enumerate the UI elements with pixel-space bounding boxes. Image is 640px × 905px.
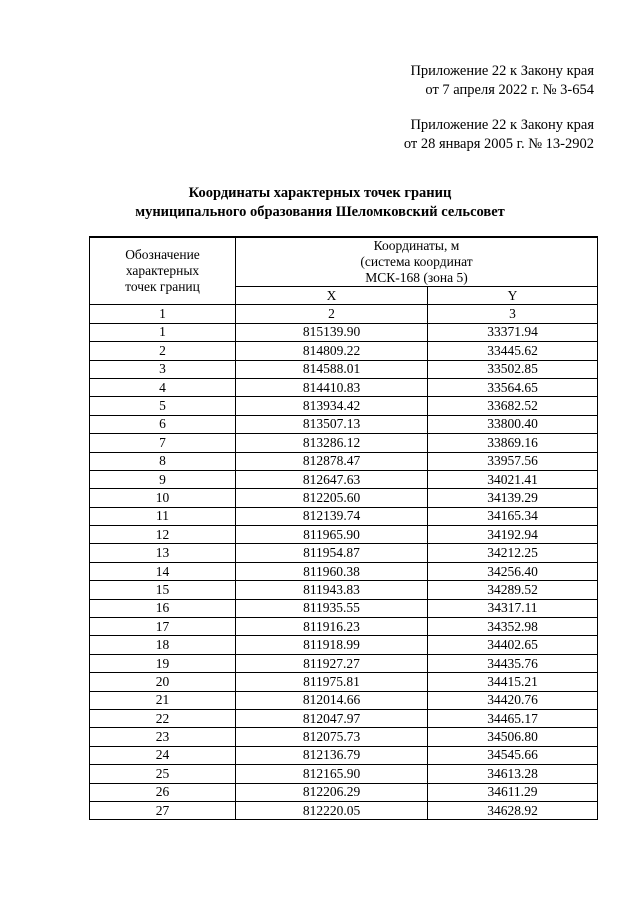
table-row [90, 654, 598, 672]
x-coordinate-cell: 815139.90 [236, 323, 428, 341]
point-number-cell: 11 [90, 507, 236, 525]
y-coordinate-cell: 33957.56 [428, 452, 598, 470]
document-title [0, 184, 640, 222]
x-coordinate-cell: 811954.87 [236, 544, 428, 562]
point-number-cell: 18 [90, 636, 236, 654]
table-row [90, 434, 598, 452]
y-coordinate-cell: 34628.92 [428, 801, 598, 819]
point-number-cell: 25 [90, 765, 236, 783]
header-text: точек границ [125, 279, 200, 295]
column-number-1: 1 [90, 305, 236, 323]
x-coordinate-cell: 812075.73 [236, 728, 428, 746]
header-y: Y [428, 287, 598, 305]
y-coordinate-cell: 34165.34 [428, 507, 598, 525]
point-number-cell: 15 [90, 581, 236, 599]
y-coordinate-cell: 34352.98 [428, 618, 598, 636]
x-coordinate-cell: 811975.81 [236, 673, 428, 691]
y-coordinate-cell: 34465.17 [428, 709, 598, 727]
header-point-designation [90, 237, 236, 305]
x-coordinate-cell: 812165.90 [236, 765, 428, 783]
table-row [90, 397, 598, 415]
annex-date-line: от 7 апреля 2022 г. № 3-654 [425, 82, 594, 98]
table-row [90, 709, 598, 727]
coordinates-table [89, 236, 598, 820]
table-row [90, 599, 598, 617]
y-coordinate-cell: 34212.25 [428, 544, 598, 562]
header-text: Координаты, м [373, 238, 460, 253]
point-number-cell: 27 [90, 801, 236, 819]
table-row [90, 746, 598, 764]
y-coordinate-cell: 34256.40 [428, 562, 598, 580]
y-coordinate-cell: 34415.21 [428, 673, 598, 691]
point-number-cell: 2 [90, 342, 236, 360]
y-coordinate-cell: 34192.94 [428, 526, 598, 544]
point-number-cell: 13 [90, 544, 236, 562]
annex-date-line: от 28 января 2005 г. № 13-2902 [403, 136, 594, 152]
table-row [90, 691, 598, 709]
y-coordinate-cell: 33682.52 [428, 397, 598, 415]
table-row [90, 783, 598, 801]
point-number-cell: 22 [90, 709, 236, 727]
table-row [90, 728, 598, 746]
annex-reference-original [404, 116, 594, 154]
header-text: МСК-168 (зона 5) [365, 270, 468, 285]
y-coordinate-cell: 34021.41 [428, 470, 598, 488]
x-coordinate-cell: 811943.83 [236, 581, 428, 599]
point-number-cell: 24 [90, 746, 236, 764]
header-coordinates [236, 237, 598, 287]
point-number-cell: 4 [90, 378, 236, 396]
x-coordinate-cell: 814410.83 [236, 378, 428, 396]
point-number-cell: 6 [90, 415, 236, 433]
x-coordinate-cell: 812206.29 [236, 783, 428, 801]
x-coordinate-cell: 812047.97 [236, 709, 428, 727]
x-coordinate-cell: 811965.90 [236, 526, 428, 544]
y-coordinate-cell: 33445.62 [428, 342, 598, 360]
point-number-cell: 3 [90, 360, 236, 378]
title-line-1: Координаты характерных точек границ [188, 185, 452, 201]
point-number-cell: 17 [90, 618, 236, 636]
y-coordinate-cell: 33564.65 [428, 378, 598, 396]
table-row [90, 452, 598, 470]
annex-line: Приложение 22 к Закону края [410, 63, 594, 79]
header-text: (система координат [360, 254, 473, 269]
table-row [90, 618, 598, 636]
x-coordinate-cell: 811927.27 [236, 654, 428, 672]
table-row [90, 544, 598, 562]
x-coordinate-cell: 812220.05 [236, 801, 428, 819]
title-line-2: муниципального образования Шеломковский сельсовет [135, 204, 505, 220]
x-coordinate-cell: 812647.63 [236, 470, 428, 488]
point-number-cell: 26 [90, 783, 236, 801]
point-number-cell: 19 [90, 654, 236, 672]
y-coordinate-cell: 34611.29 [428, 783, 598, 801]
table-row [90, 415, 598, 433]
point-number-cell: 10 [90, 489, 236, 507]
annex-reference-current [410, 62, 594, 100]
y-coordinate-cell: 33371.94 [428, 323, 598, 341]
y-coordinate-cell: 34420.76 [428, 691, 598, 709]
point-number-cell: 16 [90, 599, 236, 617]
point-number-cell: 5 [90, 397, 236, 415]
point-number-cell: 9 [90, 470, 236, 488]
y-coordinate-cell: 33800.40 [428, 415, 598, 433]
table-row [90, 507, 598, 525]
x-coordinate-cell: 812014.66 [236, 691, 428, 709]
point-number-cell: 14 [90, 562, 236, 580]
annex-line: Приложение 22 к Закону края [410, 117, 594, 133]
table-row [90, 562, 598, 580]
point-number-cell: 7 [90, 434, 236, 452]
header-text: характерных [125, 263, 200, 279]
table-row [90, 323, 598, 341]
y-coordinate-cell: 33869.16 [428, 434, 598, 452]
y-coordinate-cell: 34545.66 [428, 746, 598, 764]
x-coordinate-cell: 812136.79 [236, 746, 428, 764]
y-coordinate-cell: 34435.76 [428, 654, 598, 672]
x-coordinate-cell: 811918.99 [236, 636, 428, 654]
x-coordinate-cell: 812205.60 [236, 489, 428, 507]
y-coordinate-cell: 34289.52 [428, 581, 598, 599]
point-number-cell: 23 [90, 728, 236, 746]
header-text: Обозначение [125, 247, 200, 263]
point-number-cell: 21 [90, 691, 236, 709]
x-coordinate-cell: 814809.22 [236, 342, 428, 360]
point-number-cell: 1 [90, 323, 236, 341]
point-number-cell: 8 [90, 452, 236, 470]
table-row [90, 801, 598, 819]
column-number-2: 2 [236, 305, 428, 323]
x-coordinate-cell: 812139.74 [236, 507, 428, 525]
table-row [90, 636, 598, 654]
table-row [90, 581, 598, 599]
table-row [90, 673, 598, 691]
x-coordinate-cell: 812878.47 [236, 452, 428, 470]
x-coordinate-cell: 811960.38 [236, 562, 428, 580]
point-number-cell: 12 [90, 526, 236, 544]
y-coordinate-cell: 34402.65 [428, 636, 598, 654]
point-number-cell: 20 [90, 673, 236, 691]
table-row [90, 342, 598, 360]
table-row [90, 765, 598, 783]
x-coordinate-cell: 813286.12 [236, 434, 428, 452]
y-coordinate-cell: 34613.28 [428, 765, 598, 783]
y-coordinate-cell: 33502.85 [428, 360, 598, 378]
column-number-3: 3 [428, 305, 598, 323]
table-row [90, 489, 598, 507]
x-coordinate-cell: 813934.42 [236, 397, 428, 415]
header-x: X [236, 287, 428, 305]
x-coordinate-cell: 811916.23 [236, 618, 428, 636]
table-row [90, 470, 598, 488]
x-coordinate-cell: 814588.01 [236, 360, 428, 378]
table-row [90, 360, 598, 378]
y-coordinate-cell: 34506.80 [428, 728, 598, 746]
table-row [90, 526, 598, 544]
x-coordinate-cell: 813507.13 [236, 415, 428, 433]
y-coordinate-cell: 34139.29 [428, 489, 598, 507]
y-coordinate-cell: 34317.11 [428, 599, 598, 617]
table-row [90, 378, 598, 396]
x-coordinate-cell: 811935.55 [236, 599, 428, 617]
